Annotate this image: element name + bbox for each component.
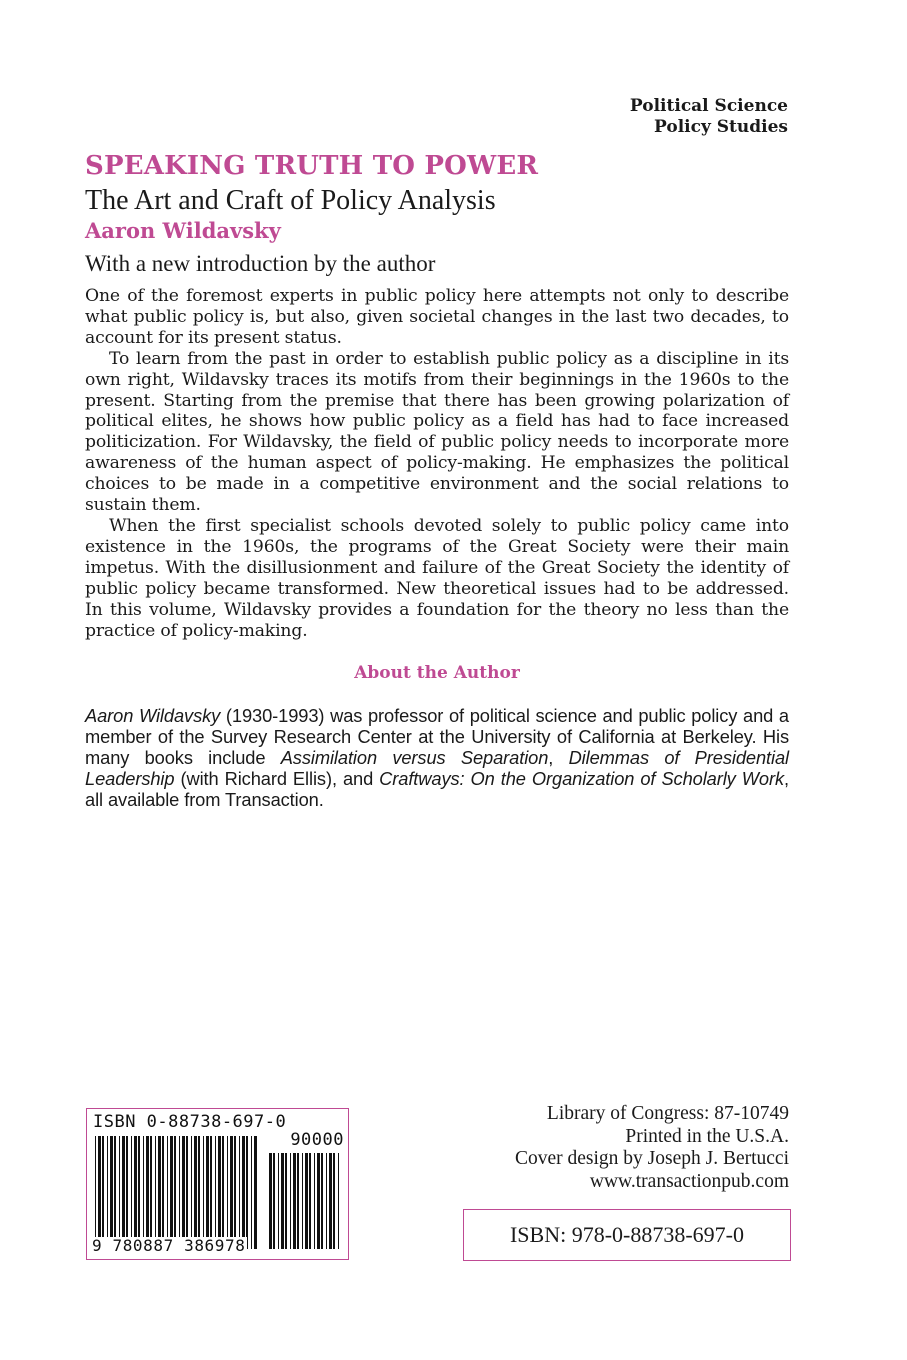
category-policy-studies: Policy Studies: [654, 117, 788, 137]
category-label: [488, 96, 788, 138]
barcode-box: [86, 1108, 349, 1260]
description-paragraph: One of the foremost experts in public policy here attempts not only to describe what public policy is, but also, given societal changes in the last two decades, to account for its present status.: [85, 286, 789, 348]
isbn13-box: ISBN: 978-0-88738-697-0: [463, 1209, 791, 1261]
description-paragraph: When the first specialist schools devoted solely to public policy came into existence in the 1960s, the programs of the Great Society were their main impetus. With the disillusionment and failure of the Great Society the identity of public policy became transformed. New theoretical issues had to be addressed. In this volume, Wildavsky provides a foundation for the theory no less than the practice of policy-making.: [85, 515, 789, 641]
bio-text: (1930-1993) was professor of political science and public policy and a member of the Survey Research Center at the University of California at Berkeley. His many books include: [85, 705, 789, 768]
publisher-url: www.transactionpub.com: [589, 1170, 789, 1192]
description-paragraph: To learn from the past in order to establish public policy as a discipline in its own right, Wildavsky traces its motifs from their beginnings in the 1960s to the present. Starting from the premise that there has been growing polarization of political elites, he shows how public policy as a field has had to face increased politicization. For Wildavsky, the field of public policy needs to incorporate more awareness of the human aspect of policy-making. He emphasizes the political choices to be made in a competitive environment and the social relations to sustain them.: [85, 348, 789, 516]
description: [85, 286, 789, 641]
bio-book-title: Craftways: On the Organization of Scholarly Work: [379, 768, 785, 789]
bio-book-title: Dilemmas of Presidential Leadership: [85, 747, 789, 789]
library-of-congress: Library of Congress: 87-10749: [546, 1103, 789, 1124]
book-subtitle: The Art and Craft of Policy Analysis: [85, 185, 496, 216]
book-author: Aaron Wildavsky: [85, 218, 281, 243]
bio-author-name: Aaron Wildavsky: [85, 705, 221, 726]
category-political-science: Political Science: [629, 96, 788, 116]
author-bio: [85, 705, 789, 810]
bio-text: , all available from Transaction.: [85, 768, 789, 810]
barcode-addon-digits: 90000: [290, 1130, 344, 1150]
edition-note: With a new introduction by the author: [85, 251, 436, 276]
bio-text: (with Richard Ellis), and: [174, 768, 380, 789]
cover-design-credit: Cover design by Joseph J. Bertucci: [514, 1148, 789, 1169]
bio-text: ,: [548, 747, 569, 768]
printed-in: Printed in the U.S.A.: [625, 1125, 789, 1147]
publisher-info: [389, 1103, 789, 1193]
barcode-isbn-label: ISBN 0-88738-697-0: [93, 1112, 287, 1132]
barcode-ean-digits: 9 780887 386978: [92, 1236, 246, 1255]
about-author-heading: About the Author: [354, 663, 520, 683]
bio-book-title: Assimilation versus Separation: [280, 747, 549, 768]
book-title: SPEAKING TRUTH TO POWER: [85, 151, 539, 181]
